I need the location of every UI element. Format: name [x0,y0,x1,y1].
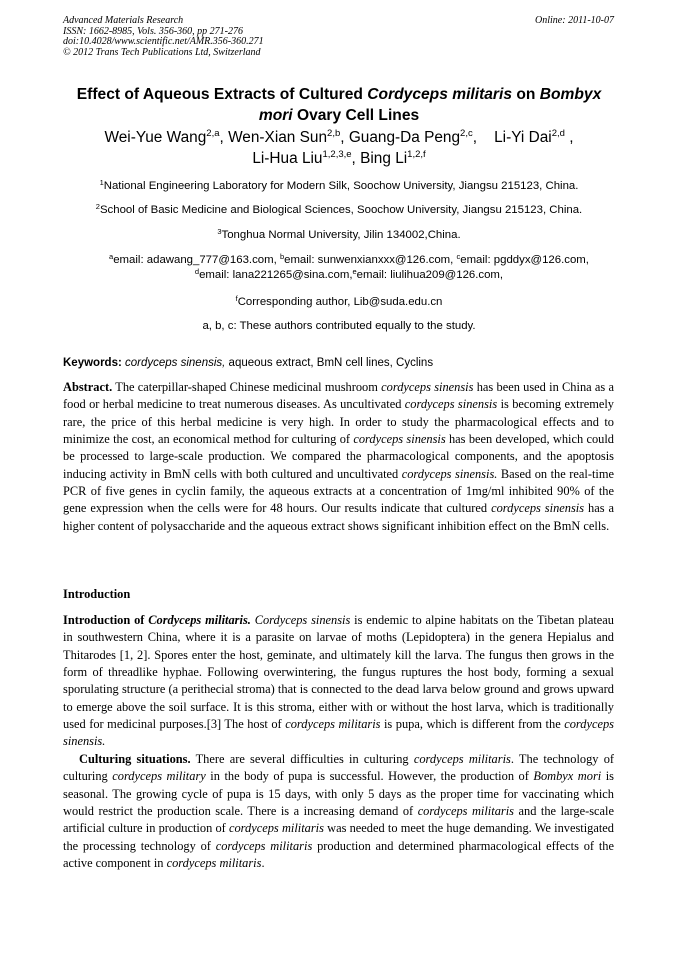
journal-name: Advanced Materials Research [63,15,184,26]
email-d[interactable]: $^d$email: lana221265@sina.com, [194,267,353,281]
title-species-1: Cordyceps militaris [367,86,513,103]
abstract: Abstract. The caterpillar-shaped Chinese medicinal mushroom cordyceps sinensis has been used in China as a food or herbal medicine to treat numerous diseases. As uncultivated cordyceps sinensis is becoming extremely rare, the price of this herbal medicine is very high. In order to study the pharmacological effects and to minimize the cost, an economical method for culturing of cordyceps sinensis has been developed, which could be processed to large-scale production. We compared the pharmacological components, and the apoptosis inducing activity in BmN cells with both cultured and uncultivated cordyceps sinensis. Based on the real-time PCR of five genes in cyclin family, the aqueous extracts at a concentration of 1mg/ml inhibited 90% of the gene expression when the cells were for 48 hours. Our results indicate that cultured cordyceps sinensis has a higher content of polysaccharide and the aqueous extract shows significant inhibition effect on the BmN cells. [63,380,615,533]
title-species-2b: mori [258,107,293,124]
copyright-line: © 2012 Trans Tech Publications Ltd, Switzerland [63,46,261,58]
author: Bing Li$^{1,2,f}$ [360,149,426,167]
email-e[interactable]: $^e$email: liulihua209@126.com, [352,267,504,281]
author: Guang-Da Peng$^{2,c}$, [348,128,495,146]
author: Li-Hua Liu$^{1,2,3,e}$, [252,149,361,167]
journal-header [63,16,264,58]
issn-line: ISSN: 1662-8985, Vols. 356-360, pp 271-276 [63,25,243,37]
author: Wen-Xian Sun$^{2,b}$, [228,128,349,146]
title-species-2a: Bombyx [539,86,602,103]
email-a[interactable]: $^a$email: adawang_777@163.com, [109,252,280,266]
section-heading-introduction: Introduction [63,587,131,601]
email-list [50,253,648,283]
keywords: Keywords: cordyceps sinensis, aqueous extract, BmN cell lines, Cyclins [63,357,434,369]
author: Li-Yi Dai$^{2,d}$ , [494,128,574,146]
email-c[interactable]: $^c$email: pgddyx@126.com, [456,252,589,266]
equal-contribution-note: a, b, c: These authors contributed equally to the study. [202,320,476,332]
affiliation-1: $^1$National Engineering Laboratory for Modern Silk, Soochow University, Jiangsu 215123, China. [99,178,579,192]
intro-paragraph-2: Culturing situations. There are several difficulties in culturing cordyceps militaris. The technology of culturing cordyceps military in the body of pupa is successful. However, the production of Bombyx mori is seasonal. The growing cycle of pupa is 15 days, with only 5 days as the proper time for vaccinating which would restrict the production scale. There is a increasing demand of cordyceps militaris and the large-scale artificial culture in production of cordyceps militaris was needed to meet the huge demanding. We investigated the processing technology of cordyceps militaris production and determined pharmacological effects of the active component in cordyceps militaris. [63,752,615,871]
paper-title: Effect of Aqueous Extracts of Cultured Cordyceps militaris on Bombyx mori Ovary Cell Lines [76,86,602,124]
online-date: Online: 2011-10-07 [535,15,614,26]
corresponding-author: $^f$Corresponding author, Lib@suda.edu.cn [235,294,443,308]
doi-line: doi:10.4028/www.scientific.net/AMR.356-360.271 [63,36,264,48]
affiliation-2: $^2$School of Basic Medicine and Biological Sciences, Soochow University, Jiangsu 215123, China. [95,202,583,216]
author: Wei-Yue Wang$^{2,a}$, [104,128,229,146]
affiliation-3: $^3$Tonghua Normal University, Jilin 134002,China. [217,227,461,241]
corresponding-email[interactable]: Corresponding author, Lib@suda.edu.cn [237,296,443,308]
abstract-label: Abstract. [63,380,113,394]
email-b[interactable]: $^b$email: sunwenxianxxx@126.com, [279,252,457,266]
keywords-label: Keywords: [63,357,122,369]
intro-paragraph-1: Introduction of Cordyceps militaris. Cordyceps sinensis is endemic to alpine habitats on the Tibetan plateau in southwestern China, where it is a parasite on larvae of moths (Lepidoptera) in the genera Hepialus and Thitarodes [1, 2]. Spores enter the host, geminate, and ultimately kill the larva. The fungus then grows in the form of threadlike hyphae. Following overwintering, the fungus ruptures the host body, forming a sexual sporulating structure (a perithecial stroma) that is connected to the dead larva below ground and grows upward to emerge above the soil surface. It is this stroma, either with or without the host larva, which is traditionally used for medicinal purposes.[3] The host of cordyceps militaris is pupa, which is different from the cordyceps sinensis. [63,613,614,749]
author-list [40,127,638,169]
